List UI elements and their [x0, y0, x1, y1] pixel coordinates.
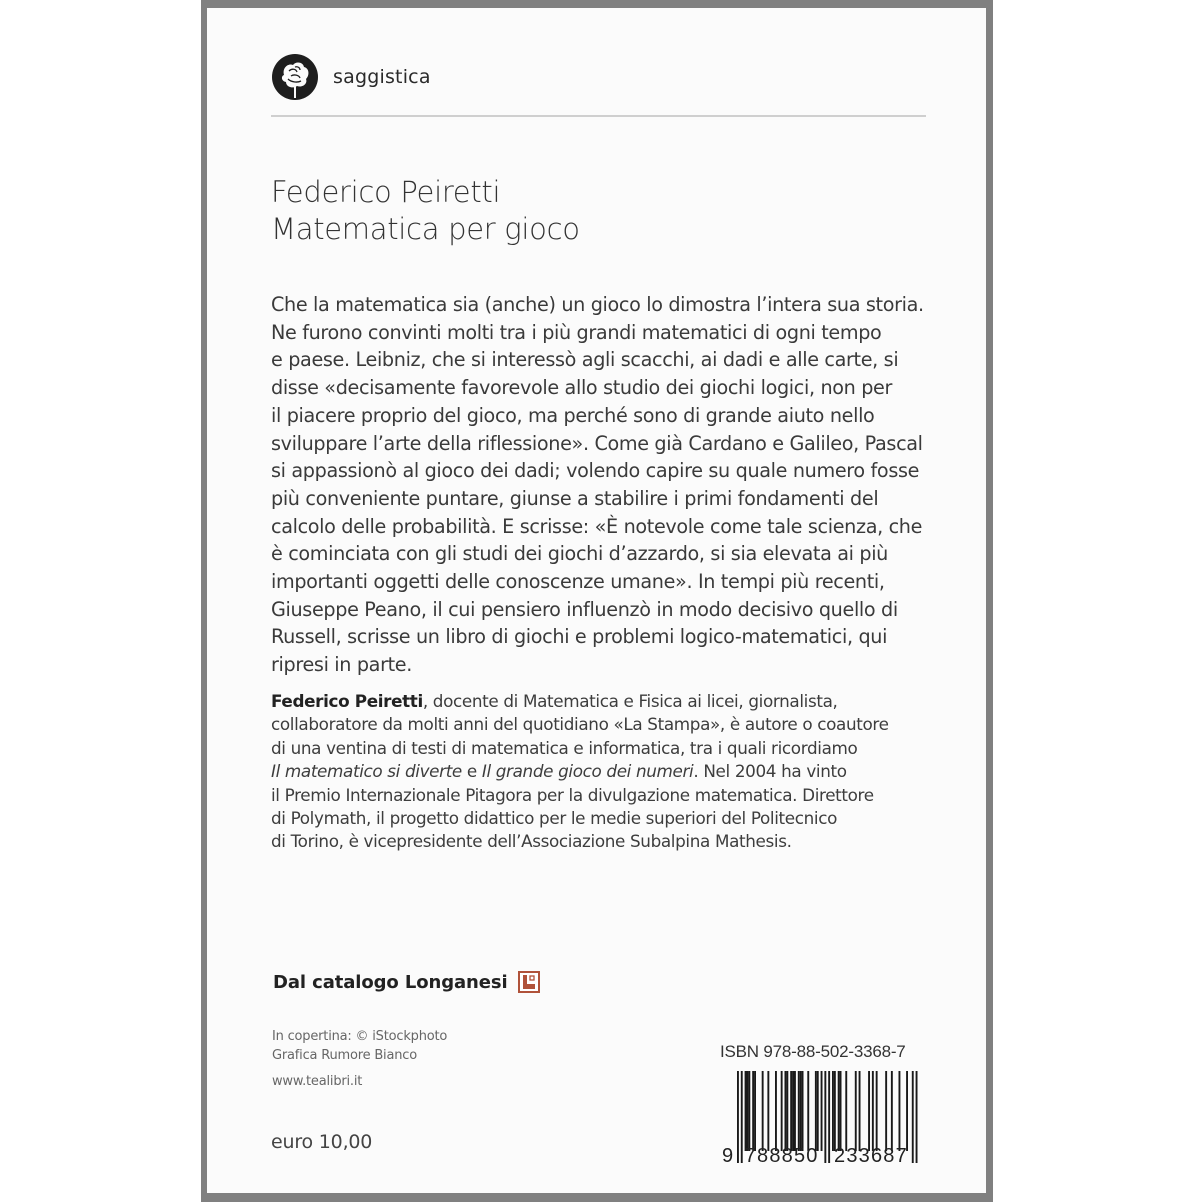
blurb-line: disse «decisamente favorevole allo studio dei giochi logici, non per — [271, 376, 893, 400]
svg-text:233687: 233687 — [834, 1145, 908, 1163]
bio-author-name: Federico Peiretti — [271, 691, 423, 711]
book-reference: Il matematico si diverte — [271, 761, 462, 782]
svg-text:788850: 788850 — [744, 1145, 819, 1163]
author-name: Federico Peiretti — [271, 175, 501, 209]
blurb-line: Giuseppe Peano, il cui pensiero influenzò in modo decisivo quello di — [271, 597, 898, 621]
blurb-line: importanti oggetti delle conoscenze umane». In tempi più recenti, — [271, 570, 885, 594]
blurb-line: Che la matematica sia (anche) un gioco lo dimostra l’intera sua storia. — [271, 293, 924, 316]
blurb-line: più conveniente puntare, giunse a stabilire i primi fondamenti del — [271, 486, 879, 510]
bio-line: collaboratore da molti anni del quotidiano «La Stampa», è autore o coautore — [271, 714, 889, 735]
blurb-line: ripresi in parte. — [271, 653, 412, 677]
design-credit: Grafica Rumore Bianco — [272, 1048, 417, 1063]
longanesi-logo-icon — [518, 971, 540, 993]
catalog-line — [273, 971, 540, 993]
blurb — [271, 291, 931, 679]
svg-text:9: 9 — [722, 1145, 735, 1163]
bio-line: di una ventina di testi di matematica e informatica, tra i quali ricordiamo — [271, 737, 858, 758]
blurb-line: il piacere proprio del gioco, ma perché sono di grande aiuto nello — [271, 403, 875, 427]
blurb-line: si appassionò al gioco dei dadi; volendo capire su quale numero fosse — [271, 459, 920, 483]
back-cover — [207, 8, 986, 1193]
blurb-line: calcolo delle probabilità. E scrisse: «È notevole come tale scienza, che — [271, 514, 923, 538]
isbn-label: ISBN 978-88-502-3368-7 — [720, 1042, 906, 1061]
author-bio: Federico Peiretti, docente di Matematica e Fisica ai licei, giornalista, collaboratore da molti anni del quotidiano «La Stampa», è autore o coautore di una ventina di testi di matematica e informatica, tra i quali ricordiamo Il matematico si diverte e Il grande gioco dei numeri. Nel 2004 ha vinto il Premio Internazionale Pitagora per la divulgazione matematica. Direttore di Polymath, il progetto didattico per le medie superiori del Politecnico di Torino, è vicepresidente dell’Associazione Subalpina Mathesis. — [271, 690, 931, 854]
series-label: saggistica — [333, 66, 431, 88]
barcode — [720, 1063, 925, 1163]
cover-credit: In copertina: © iStockphoto — [272, 1029, 448, 1044]
divider — [271, 115, 926, 117]
blurb-line: è cominciata con gli studi dei giochi d’azzardo, si sia elevata ai più — [271, 542, 888, 566]
credits — [272, 1027, 447, 1065]
bio-line: il Premio Internazionale Pitagora per la divulgazione matematica. Direttore — [271, 784, 874, 805]
blurb-line: e paese. Leibniz, che si interessò agli scacchi, ai dadi e alle carte, si — [271, 348, 899, 372]
price: euro 10,00 — [271, 1131, 373, 1153]
blurb-line: Russell, scrisse un libro di giochi e problemi logico-matematici, qui — [271, 625, 888, 649]
bio-line: di Torino, è vicepresidente dell’Associazione Subalpina Mathesis. — [271, 831, 792, 852]
blurb-line: sviluppare l’arte della riflessione». Come già Cardano e Galileo, Pascal — [271, 431, 923, 455]
bio-line: di Polymath, il progetto didattico per le medie superiori del Politecnico — [271, 808, 838, 829]
blurb-line: Ne furono convinti molti tra i più grandi matematici di ogni tempo — [271, 320, 882, 344]
website-link[interactable]: www.tealibri.it — [272, 1074, 363, 1089]
catalog-label: Dal catalogo Longanesi — [273, 971, 508, 993]
title-block — [271, 174, 580, 248]
book-reference: Il grande gioco dei numeri — [481, 761, 694, 782]
rose-icon — [271, 53, 319, 101]
book-title: Matematica per gioco — [271, 212, 580, 246]
